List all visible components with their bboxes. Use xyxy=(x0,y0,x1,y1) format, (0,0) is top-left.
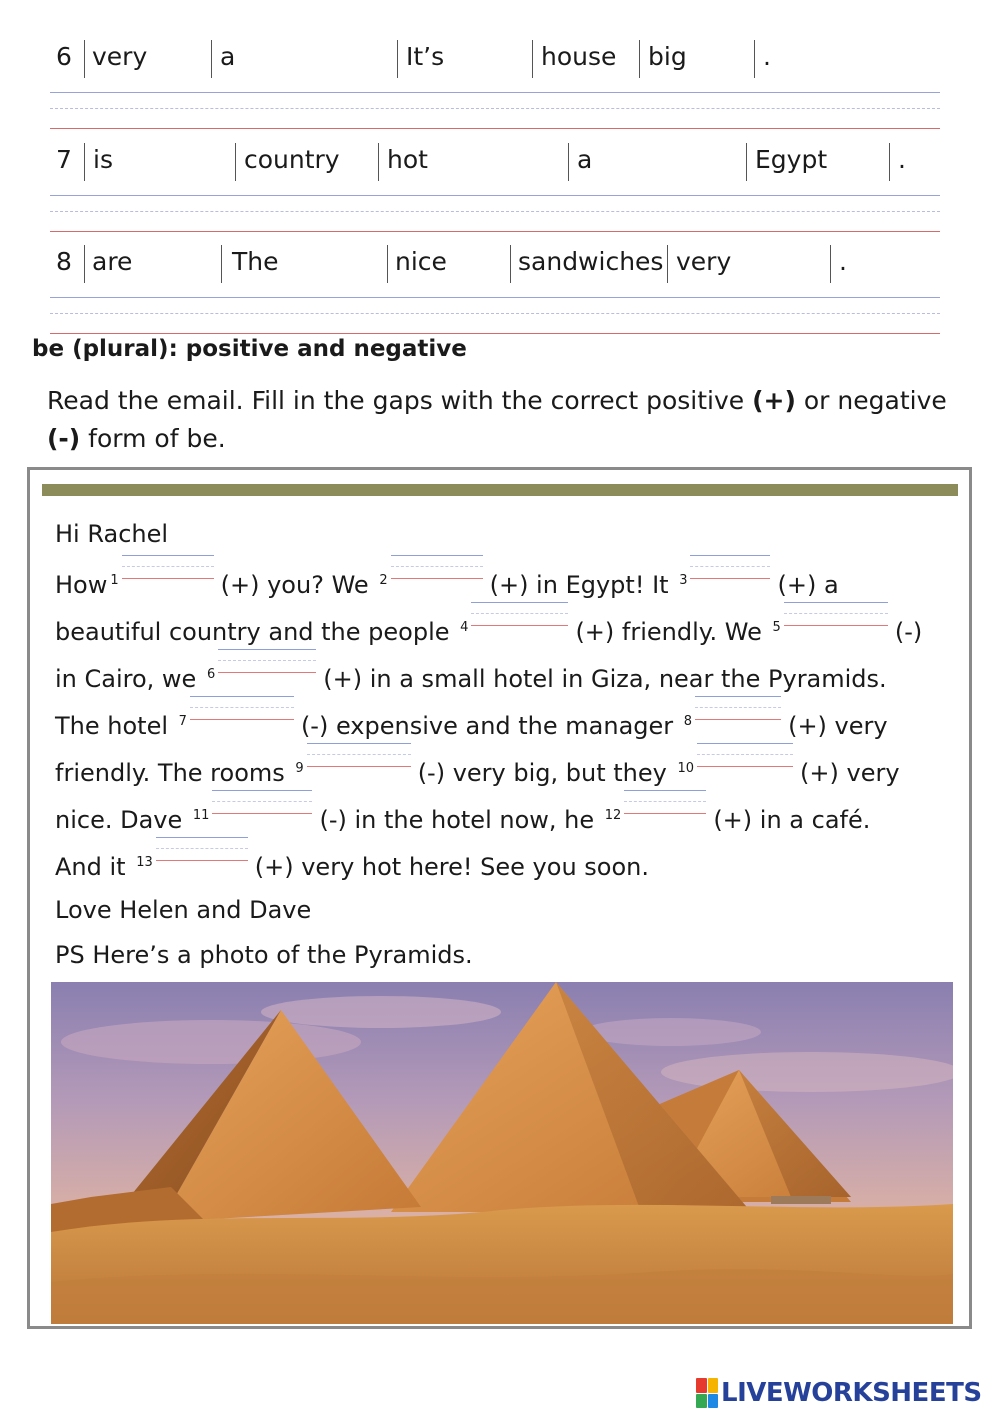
word-tile[interactable]: sandwiches xyxy=(518,247,664,276)
gap-12-input[interactable] xyxy=(624,801,706,831)
gap-10-input[interactable] xyxy=(697,754,793,784)
gap-1-input[interactable] xyxy=(122,566,214,596)
word-tile[interactable]: a xyxy=(220,42,236,71)
word-tile[interactable]: . xyxy=(898,145,906,174)
row-number: 7 xyxy=(56,145,72,174)
word-tile[interactable]: are xyxy=(92,247,133,276)
word-tile[interactable]: house xyxy=(541,42,617,71)
row-number: 8 xyxy=(56,247,72,276)
gap-8-input[interactable] xyxy=(695,707,781,737)
word-tile[interactable]: Egypt xyxy=(755,145,828,174)
email-line-1: How $^1$ (+) you? We $^2$ (+) in Egypt! It $^3$ (+) a xyxy=(55,566,839,600)
email-line-3: in Cairo, we $^6$ (+) in a small hotel in Giza, near the Pyramids. xyxy=(55,660,887,694)
row-number: 6 xyxy=(56,42,72,71)
email-header-bar xyxy=(42,484,958,496)
email-line-7: And it $^{13}$ (+) very hot here! See you soon. xyxy=(55,848,649,882)
email-greeting: Hi Rachel xyxy=(55,520,169,548)
gap-4-input[interactable] xyxy=(471,613,568,643)
word-tile[interactable]: . xyxy=(839,247,847,276)
liveworksheets-logo[interactable] xyxy=(696,1376,982,1410)
gap-6-input[interactable] xyxy=(218,660,316,690)
word-tile[interactable]: hot xyxy=(387,145,428,174)
email-line-2: beautiful country and the people $^4$ (+) friendly. We $^5$ (-) xyxy=(55,613,922,647)
gap-7-input[interactable] xyxy=(190,707,294,737)
email-signoff: Love Helen and Dave xyxy=(55,896,312,924)
email-line-5: friendly. The rooms $^9$ (-) very big, but they $^{10}$ (+) very xyxy=(55,754,900,788)
gap-13-input[interactable] xyxy=(156,848,248,878)
word-tile[interactable]: big xyxy=(648,42,687,71)
section-heading: be (plural): positive and negative xyxy=(32,336,467,362)
email-ps: PS Here’s a photo of the Pyramids. xyxy=(55,941,473,969)
word-tile[interactable]: . xyxy=(763,42,771,71)
gap-2-input[interactable] xyxy=(391,566,483,596)
word-tile[interactable]: is xyxy=(93,145,113,174)
gap-3-input[interactable] xyxy=(690,566,770,596)
gap-5-input[interactable] xyxy=(784,613,888,643)
word-tile[interactable]: It’s xyxy=(406,42,445,71)
instructions: Read the email. Fill in the gaps with the correct positive (+) or negative (-) form of be. xyxy=(47,386,947,453)
gap-9-input[interactable] xyxy=(307,754,411,784)
logo-text: LIVEWORKSHEETS xyxy=(721,1378,982,1408)
word-tile[interactable]: very xyxy=(92,42,148,71)
word-tile[interactable]: nice xyxy=(395,247,447,276)
pyramids-photo xyxy=(51,982,953,1324)
word-tile[interactable]: The xyxy=(232,247,279,276)
word-tile[interactable]: country xyxy=(244,145,340,174)
gap-11-input[interactable] xyxy=(212,801,312,831)
logo-mark-icon xyxy=(696,1378,718,1408)
word-order-row-8 xyxy=(50,223,940,323)
word-tile[interactable]: very xyxy=(676,247,732,276)
word-order-row-6 xyxy=(50,18,940,118)
word-tile[interactable]: a xyxy=(577,145,593,174)
email-line-6: nice. Dave $^{11}$ (-) in the hotel now, he $^{12}$ (+) in a café. xyxy=(55,801,870,835)
word-order-row-7 xyxy=(50,121,940,221)
email-line-4: The hotel $^7$ (-) expensive and the manager $^8$ (+) very xyxy=(55,707,888,741)
